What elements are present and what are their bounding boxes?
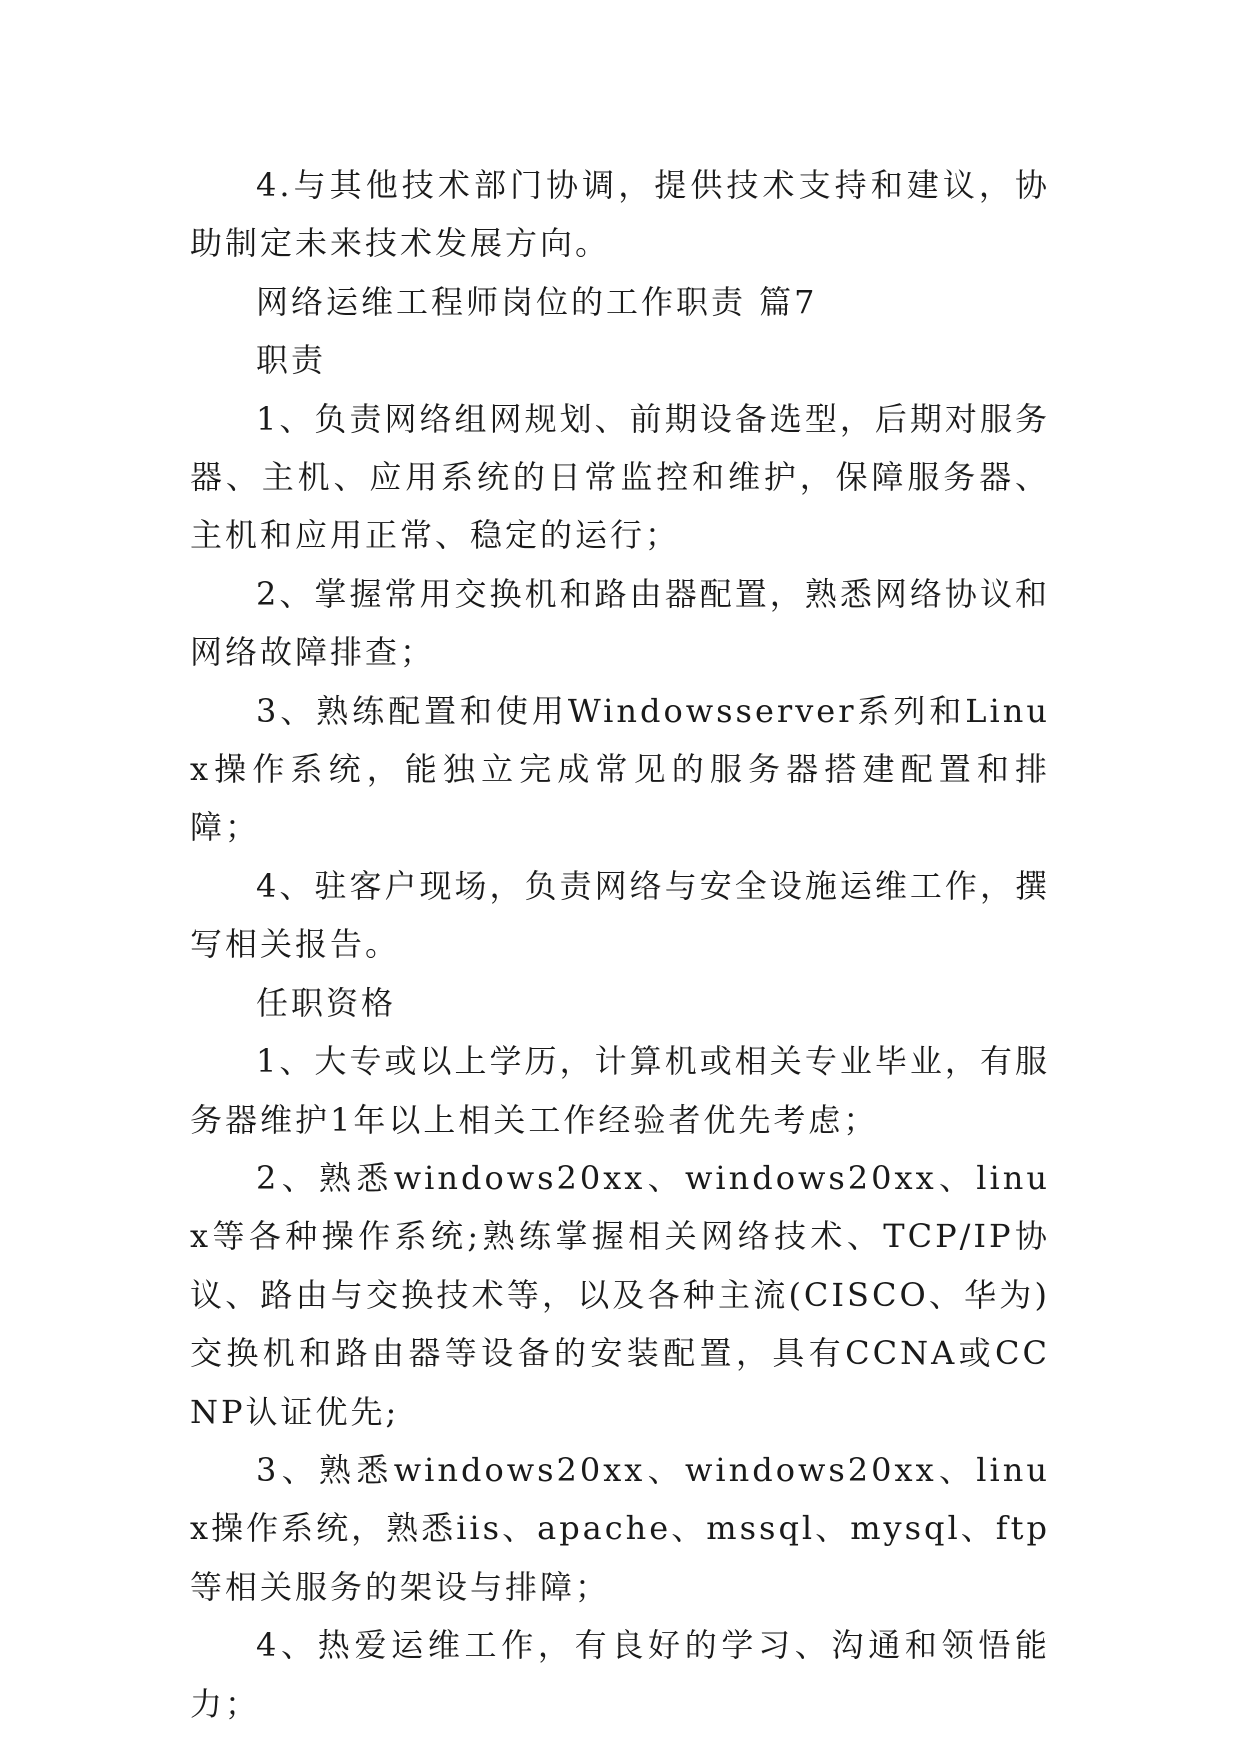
qualification-item-3: 3、熟悉windows20xx、windows20xx、linux操作系统，熟悉iis、apache、mssql、mysql、ftp等相关服务的架设与排障； [190, 1450, 1050, 1606]
qualification-item-2: 2、熟悉windows20xx、windows20xx、linux等各种操作系统;熟练掌握相关网络技术、TCP/IP协议、路由与交换技术等，以及各种主流(CISCO、华为)交换机和路由器等设备的安装配置，具有CCNA或CCNP认证优先; [190, 1158, 1050, 1431]
section-heading-part-7: 网络运维工程师岗位的工作职责 篇7 [256, 282, 818, 321]
duty-item-1: 1、负责网络组网规划、前期设备选型，后期对服务器、主机、应用系统的日常监控和维护，保障服务器、主机和应用正常、稳定的运行； [190, 399, 1050, 555]
subheading-qualifications: 任职资格 [256, 983, 397, 1022]
duty-item-2: 2、掌握常用交换机和路由器配置，熟悉网络协议和网络故障排查； [190, 574, 1050, 672]
subheading-duties: 职责 [256, 341, 327, 380]
paragraph-continuation-item-4: 4.与其他技术部门协调，提供技术支持和建议，协助制定未来技术发展方向。 [190, 166, 1050, 263]
duty-item-4: 4、驻客户现场，负责网络与安全设施运维工作，撰写相关报告。 [190, 866, 1050, 964]
qualification-item-1: 1、大专或以上学历，计算机或相关专业毕业，有服务器维护1年以上相关工作经验者优先考虑； [190, 1042, 1050, 1139]
document-body [190, 156, 1050, 1733]
qualification-item-4: 4、热爱运维工作，有良好的学习、沟通和领悟能力； [190, 1626, 1050, 1723]
duty-item-3: 3、熟练配置和使用Windowsserver系列和Linux操作系统，能独立完成常见的服务器搭建配置和排障； [190, 691, 1050, 847]
